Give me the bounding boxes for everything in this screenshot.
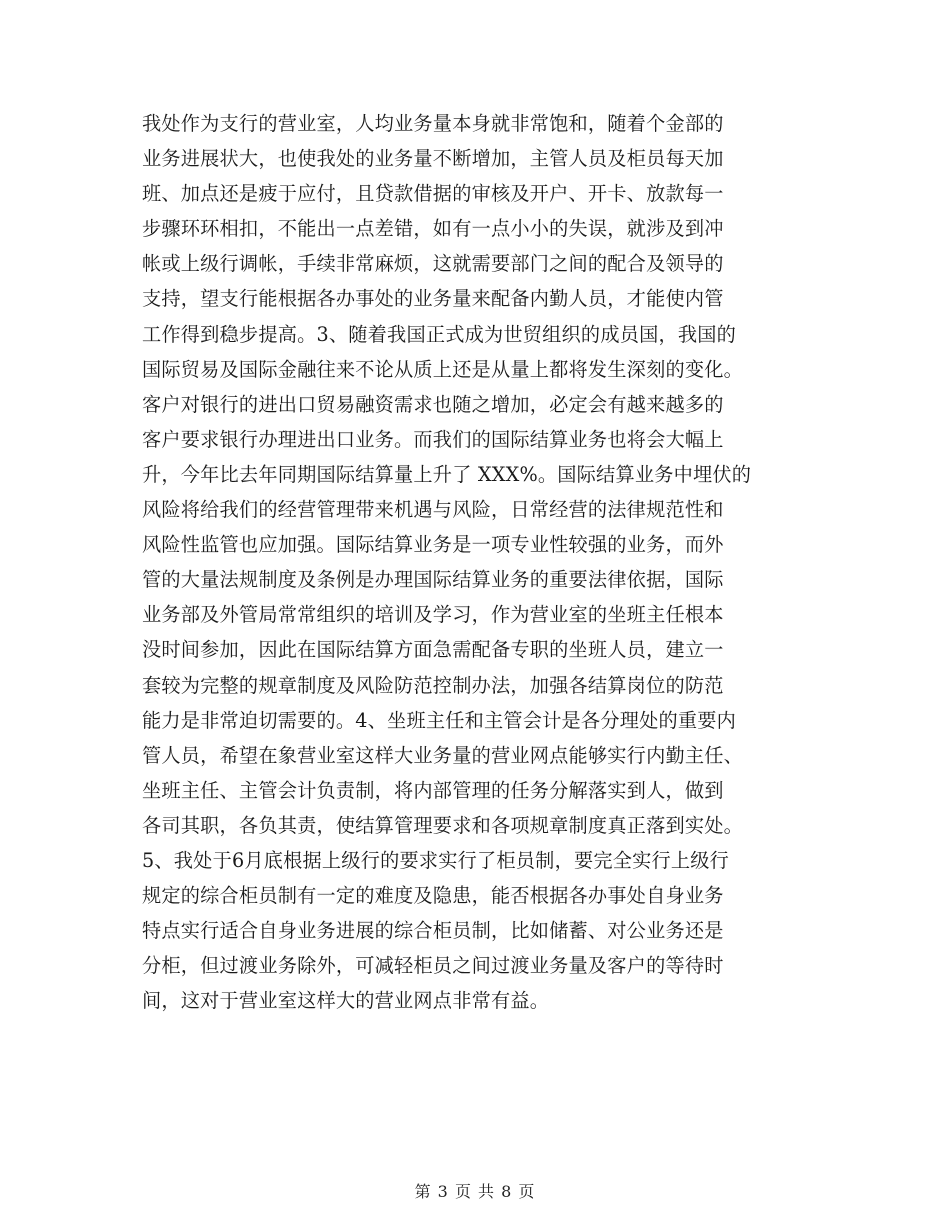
text-line: 能力是非常迫切需要的。4、坐班主任和主管会计是各分理处的重要内: [142, 708, 737, 732]
text-line: 套较为完整的规章制度及风险防范控制办法，加强各结算岗位的防范: [142, 673, 724, 697]
text-line: 风险将给我们的经营管理带来机遇与风险，日常经营的法律规范性和: [142, 498, 724, 522]
text-line: 客户对银行的进出口贸易融资需求也随之增加，必定会有越来越多的: [142, 392, 724, 416]
text-line: 业务进展状大，也使我处的业务量不断增加，主管人员及柜员每天加: [142, 147, 724, 171]
text-line: 我处作为支行的营业室，人均业务量本身就非常饱和，随着个金部的: [142, 112, 724, 135]
page-number-footer: 第 3 页 共 8 页: [414, 1182, 536, 1201]
text-line: 5、我处于6月底根据上级行的要求实行了柜员制，要完全实行上级行: [142, 848, 730, 872]
text-line: 国际贸易及国际金融往来不论从质上还是从量上都将发生深刻的变化。: [142, 357, 744, 381]
text-line: 业务部及外管局常常组织的培训及学习，作为营业室的坐班主任根本: [142, 603, 724, 627]
text-line: 支持，望支行能根据各办事处的业务量来配备内勤人员，才能使内管: [142, 287, 724, 311]
text-line: 步骤环环相扣，不能出一点差错，如有一点小小的失误，就涉及到冲: [142, 217, 724, 241]
text-line: 管的大量法规制度及条例是办理国际结算业务的重要法律依据，国际: [142, 568, 724, 592]
text-line: 风险性监管也应加强。国际结算业务是一项专业性较强的业务，而外: [142, 533, 724, 557]
text-line: 各司其职，各负其责，使结算管理要求和各项规章制度真正落到实处。: [142, 813, 744, 837]
text-line: 班、加点还是疲于应付，且贷款借据的审核及开户、开卡、放款每一: [142, 182, 724, 206]
text-line: 规定的综合柜员制有一定的难度及隐患，能否根据各办事处自身业务: [142, 884, 724, 908]
text-line: 管人员，希望在象营业室这样大业务量的营业网点能够实行内勤主任、: [142, 743, 744, 767]
text-line: 工作得到稳步提高。3、随着我国正式成为世贸组织的成员国，我国的: [142, 322, 737, 346]
text-line: 升，今年比去年同期国际结算量上升了 XXX%。国际结算业务中埋伏的: [142, 462, 752, 486]
body-paragraph: [142, 106, 822, 1018]
text-line: 帐或上级行调帐，手续非常麻烦，这就需要部门之间的配合及领导的: [142, 252, 724, 276]
text-line: 间，这对于营业室这样大的营业网点非常有益。: [142, 989, 550, 1013]
text-line: 坐班主任、主管会计负责制，将内部管理的任务分解落实到人，做到: [142, 778, 724, 802]
text-line: 没时间参加，因此在国际结算方面急需配备专职的坐班人员，建立一: [142, 638, 724, 662]
text-line: 特点实行适合自身业务进展的综合柜员制，比如储蓄、对公业务还是: [142, 919, 724, 943]
text-line: 客户要求银行办理进出口业务。而我们的国际结算业务也将会大幅上: [142, 427, 724, 451]
text-line: 分柜，但过渡业务除外，可减轻柜员之间过渡业务量及客户的等待时: [142, 954, 724, 978]
